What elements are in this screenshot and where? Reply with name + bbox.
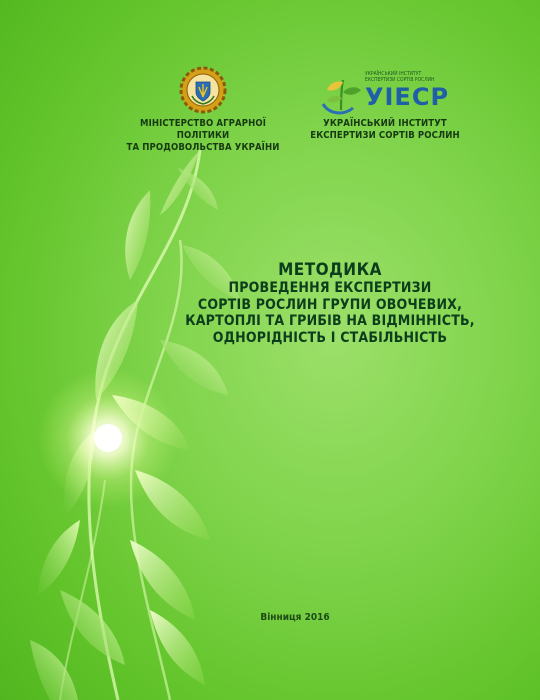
sprout-icon xyxy=(319,68,363,118)
institute-tagline: УКРАЇНСЬКИЙ ІНСТИТУТ ЕКСПЕРТИЗИ СОРТІВ РОСЛИН xyxy=(365,71,435,83)
institute-logo xyxy=(305,66,465,142)
title-block xyxy=(130,260,530,346)
document-title: МЕТОДИКА xyxy=(278,260,382,280)
ministry-name: МІНІСТЕРСТВО АГРАРНОЇ ПОЛІТИКИ ТА ПРОДОВОЛЬСТВА УКРАЇНИ xyxy=(126,118,280,153)
place-year: Вінниця 2016 xyxy=(260,612,330,623)
ministry-logo xyxy=(118,66,288,154)
coat-of-arms-icon xyxy=(179,66,227,114)
document-subtitle: ПРОВЕДЕННЯ ЕКСПЕРТИЗИ СОРТІВ РОСЛИН ГРУПИ ОВОЧЕВИХ, КАРТОПЛІ ТА ГРИБІВ НА ВІДМІННІСТЬ, ОДНОРІДНІСТЬ І СТАБІЛЬНІСТЬ xyxy=(185,280,475,346)
institute-acronym: УІЕСР xyxy=(365,83,450,111)
institute-name: УКРАЇНСЬКИЙ ІНСТИТУТ ЕКСПЕРТИЗИ СОРТІВ РОСЛИН xyxy=(310,118,460,141)
